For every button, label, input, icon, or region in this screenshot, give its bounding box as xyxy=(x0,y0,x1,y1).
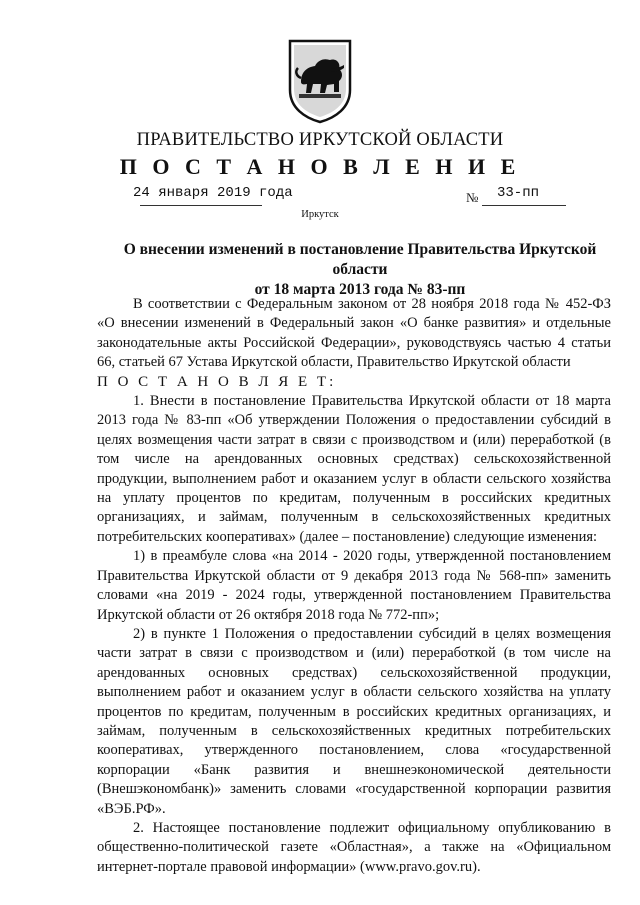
city-name: Иркутск xyxy=(301,209,339,220)
number-underline xyxy=(482,205,566,206)
document-title xyxy=(100,240,620,300)
date-underline xyxy=(140,205,262,206)
title-line-2: от 18 марта 2013 года № 83-пп xyxy=(254,281,466,298)
document-type-heading: П О С Т А Н О В Л Е Н И Е xyxy=(119,154,521,179)
item-1-1-paragraph: 1) в преамбуле слова «на 2014 - 2020 годы, утвержденной постановлением Правительства Иркутской области от 9 декабря 2013 года № 568-пп» заменить словами «на 2019 - 2024 годы, утвержденной постановлением Правительства Иркутской области от 26 октября 2018 года № 772-пп»; xyxy=(97,548,611,623)
irkutsk-coat-of-arms-icon xyxy=(287,38,353,124)
government-name: ПРАВИТЕЛЬСТВО ИРКУТСКОЙ ОБЛАСТИ xyxy=(136,130,504,150)
document-body xyxy=(97,295,611,877)
preamble-paragraph: В соответствии с Федеральным законом от 28 ноября 2018 года № 452-ФЗ «О внесении изменений в Федеральный закон «О банке развития» и отдельные законодательные акты Российской Федерации», руководствуясь частью 4 статьи 66, статьей 67 Устава Иркутской области, Правительство Иркутской области xyxy=(97,296,611,371)
document-date: 24 января 2019 года xyxy=(133,185,293,201)
title-line-1: О внесении изменений в постановление Правительства Иркутской области xyxy=(123,241,597,278)
resolves-heading: П О С Т А Н О В Л Я Е Т: xyxy=(97,373,337,390)
item-1-paragraph: 1. Внести в постановление Правительства Иркутской области от 18 марта 2013 года № 83-пп «Об утверждении Положения о предоставлении субсидий в целях возмещения части затрат в связи с производством и (или) переработкой (в том числе на арендованных основных средствах) сельскохозяйственной продукции, выполнением работ и оказанием услуг в области сельского хозяйства на уплату процентов по кредитам, полученным в российских кредитных организациях, и займам, полученным в сельскохозяйственных кредитных потребительских кооперативах» (далее – постановление) следующие изменения: xyxy=(97,393,611,545)
document-number: 33-пп xyxy=(497,185,540,201)
item-1-2-paragraph: 2) в пункте 1 Положения о предоставлении субсидий в целях возмещения части затрат в связи с производством и (или) переработкой (в том числе на арендованных основных средствах) сельскохозяйственной продукции, выполнением работ и оказанием услуг в области сельского хозяйства на уплату процентов по кредитам, полученным в российских кредитных организациях, и займам, полученным в сельскохозяйственных кредитных потребительских кооперативах, утвержденного постановлением, слова «государственной корпорации «Банк развития и внешнеэкономической деятельности (Внешэкономбанк)» заменить словами «государственной корпорации развития «ВЭБ.РФ». xyxy=(97,625,611,817)
item-2-paragraph: 2. Настоящее постановление подлежит официальному опубликованию в общественно-политической газете «Областная», а также на «Официальном интернет-портале правовой информации» (www.pravo.gov.ru). xyxy=(97,819,611,875)
number-sign: № xyxy=(466,190,479,205)
